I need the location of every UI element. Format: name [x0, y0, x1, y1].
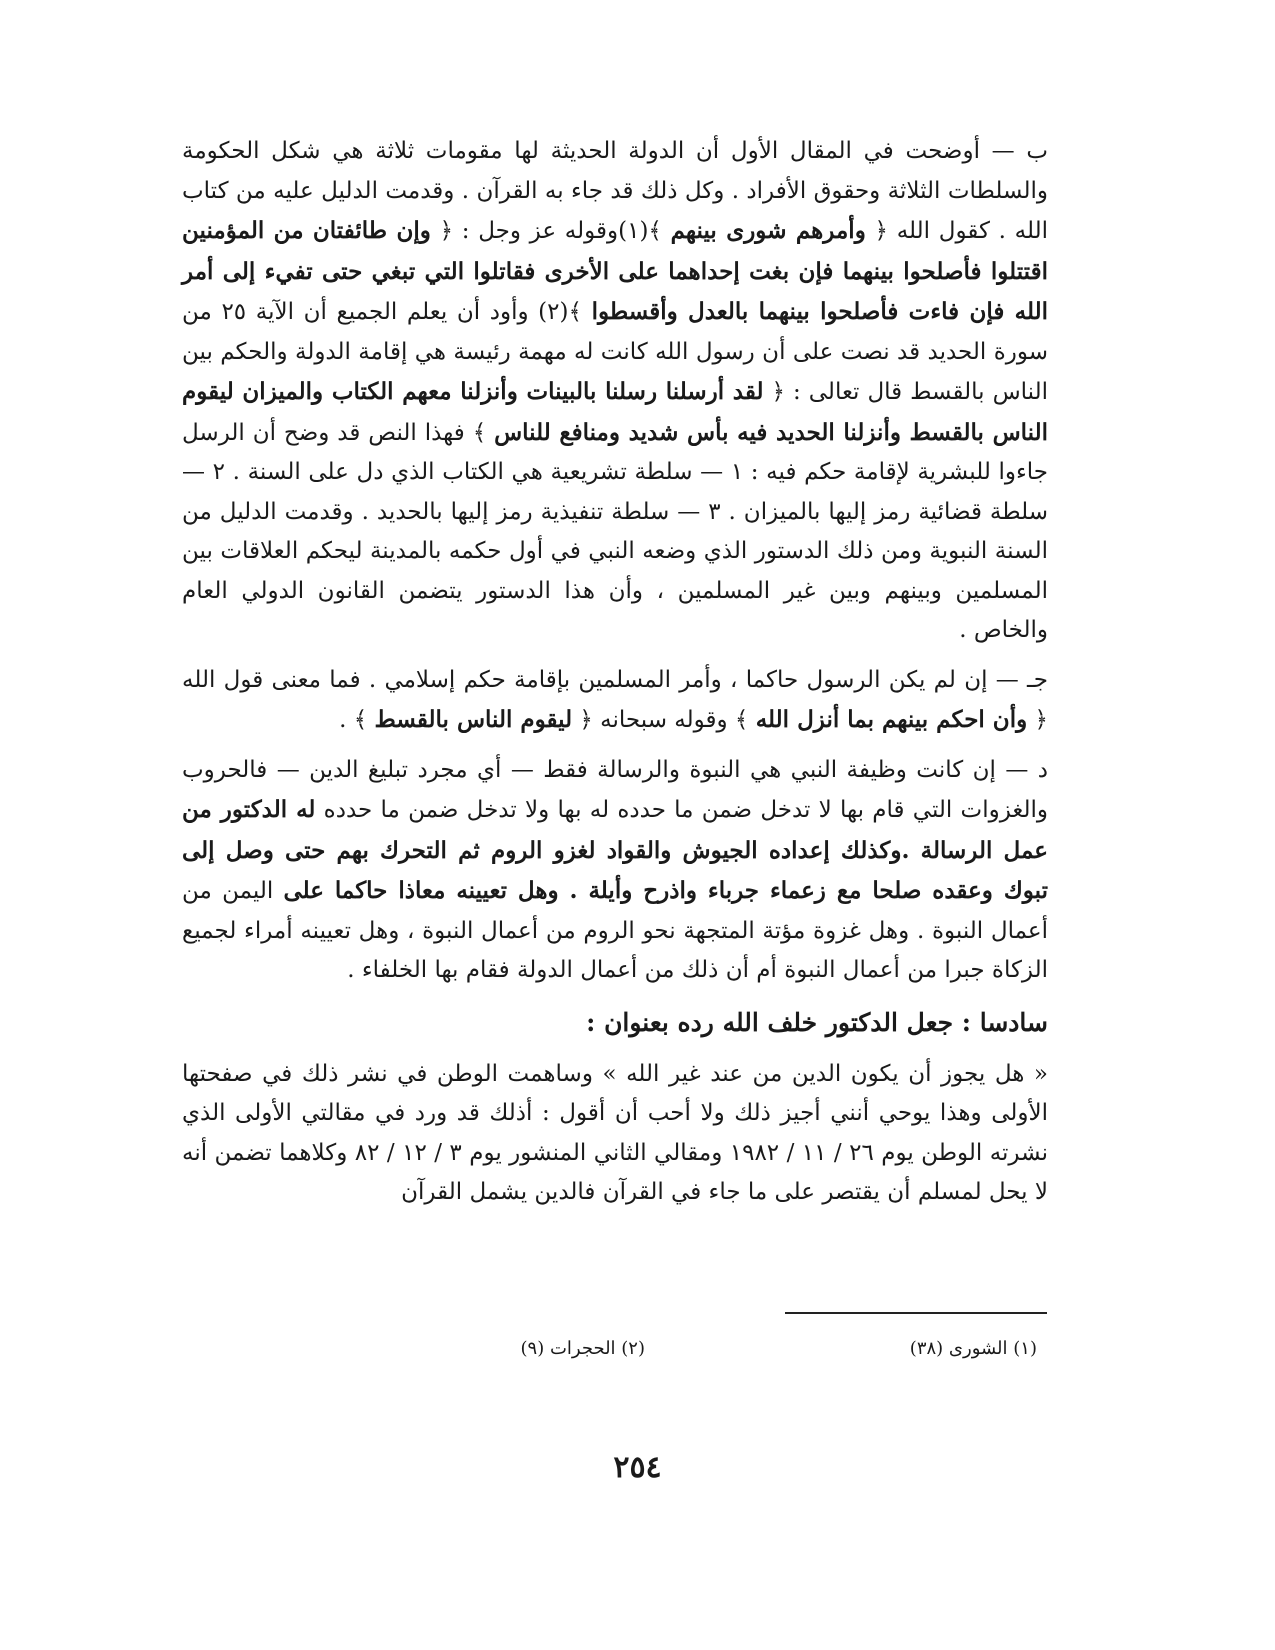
body-text: ﴾ . [339, 707, 375, 733]
body-text: ﴾ وقوله سبحانه ﴿ [572, 707, 756, 733]
body-text: جـ — إن لم يكن الرسول حاكما ، وأمر المسلمين بإقامة حكم إسلامي . فما معنى قول الله ﴿ [182, 666, 1048, 733]
body-text: ب — أوضحت في المقال الأول أن الدولة الحديثة لها مقومات ثلاثة هي شكل الحكومة والسلطات الثلاثة وحقوق الأفراد . وكل ذلك قد جاء به القرآن . وقدمت الدليل عليه من كتاب الله . كقول الله ﴿ [182, 138, 1048, 244]
quran-verse-text: وأمرهم شورى بينهم [670, 217, 866, 244]
quran-verse-text: وأن احكم بينهم بما أنزل الله [755, 706, 1028, 733]
body-text: ﴾(٢) وأود أن يعلم الجميع أن الآية ٢٥ من سورة الحديد قد نصت على أن رسول الله كانت له مهمة رئيسة هي إقامة الدولة والحكم بين الناس بالقسط قال تعالى : ﴿ [182, 299, 1049, 405]
paragraph-j [182, 661, 1048, 741]
paragraph-d [182, 751, 1048, 991]
body-text: ﴾(١)وقوله عز وجل : ﴿ [430, 218, 671, 244]
paragraph-last: « هل يجوز أن يكون الدين من عند غير الله » وساهمت الوطن في نشر ذلك في صفحتها الأولى وهذا يوحي أنني أجيز ذلك ولا أحب أن أقول : أذلك قد ورد في مقالتي الأولى الذي نشرته الوطن يوم ٢٦ / ١١ / ١٩٨٢ ومقالي الثاني المنشور يوم ٣ / ١٢ / ٨٢ وكلاهما تضمن أنه لا يحل لمسلم أن يقتصر على ما جاء في القرآن فالدين يشمل القرآن [182, 1060, 1049, 1205]
footnote-divider [785, 1312, 1047, 1314]
quran-verse-text: لقد أرسلنا رسلنا بالبينات وأنزلنا معهم الكتاب والميزان ليقوم الناس بالقسط وأنزلنا الحديد فيه بأس شديد ومنافع للناس [182, 378, 1048, 446]
paragraph-b [182, 132, 1048, 651]
page-number: ٢٥٤ [613, 1450, 662, 1485]
quran-verse-text: له الدكتور من عمل الرسالة .وكذلك إعداده الجيوش والقواد لغزو الروم ثم التحرك بهم حتى وصل إلى تبوك وعقده صلحا مع زعماء جرباء واذرح وأيلة . وهل تعيينه معاذا حاكما على [182, 796, 1048, 904]
page-body [182, 132, 1048, 1223]
body-text: اليمن من أعمال النبوة . وهل غزوة مؤتة المتجهة نحو الروم من أعمال النبوة ، وهل تعيينه أمراء لجميع الزكاة جبرا من أعمال النبوة أم أن ذلك من أعمال الدولة فقام بها الخلفاء . [182, 878, 1048, 983]
body-text: ﴾ فهذا النص قد وضح أن الرسل جاءوا للبشرية لإقامة حكم فيه : ١ — سلطة تشريعية هي الكتاب الذي دل على السنة . ٢ — سلطة قضائية رمز إليها بالميزان . ٣ — سلطة تنفيذية رمز إليها بالحديد . وقدمت الدليل من السنة النبوية ومن ذلك الدستور الذي وضعه النبي في أول حكمه بالمدينة ليحكم العلاقات بين المسلمين وبينهم وبين غير المسلمين ، وأن هذا الدستور يتضمن القانون الدولي العام والخاص . [182, 419, 1048, 643]
footnote-2: (٢) الحجرات (٩) [520, 1338, 645, 1359]
body-text: د — إن كانت وظيفة النبي هي النبوة والرسالة فقط — أي مجرد تبليغ الدين — فالحروب والغزوات التي قام بها لا تدخل ضمن ما حدده له بها ولا تدخل ضمن ما حدده [182, 756, 1048, 823]
quran-verse-text: وإن طائفتان من المؤمنين اقتتلوا فأصلحوا بينهما فإن بغت إحداهما على الأخرى فقاتلوا التي تبغي حتى تفيء إلى أمر الله فإن فاءت فأصلحوا بينهما بالعدل وأقسطوا [182, 217, 1048, 325]
footnote-1: (١) الشورى (٣٨) [909, 1338, 1037, 1359]
section-heading: سادسا : جعل الدكتور خلف الله رده بعنوان : [586, 1007, 1048, 1037]
quran-verse-text: ليقوم الناس بالقسط [374, 706, 573, 733]
